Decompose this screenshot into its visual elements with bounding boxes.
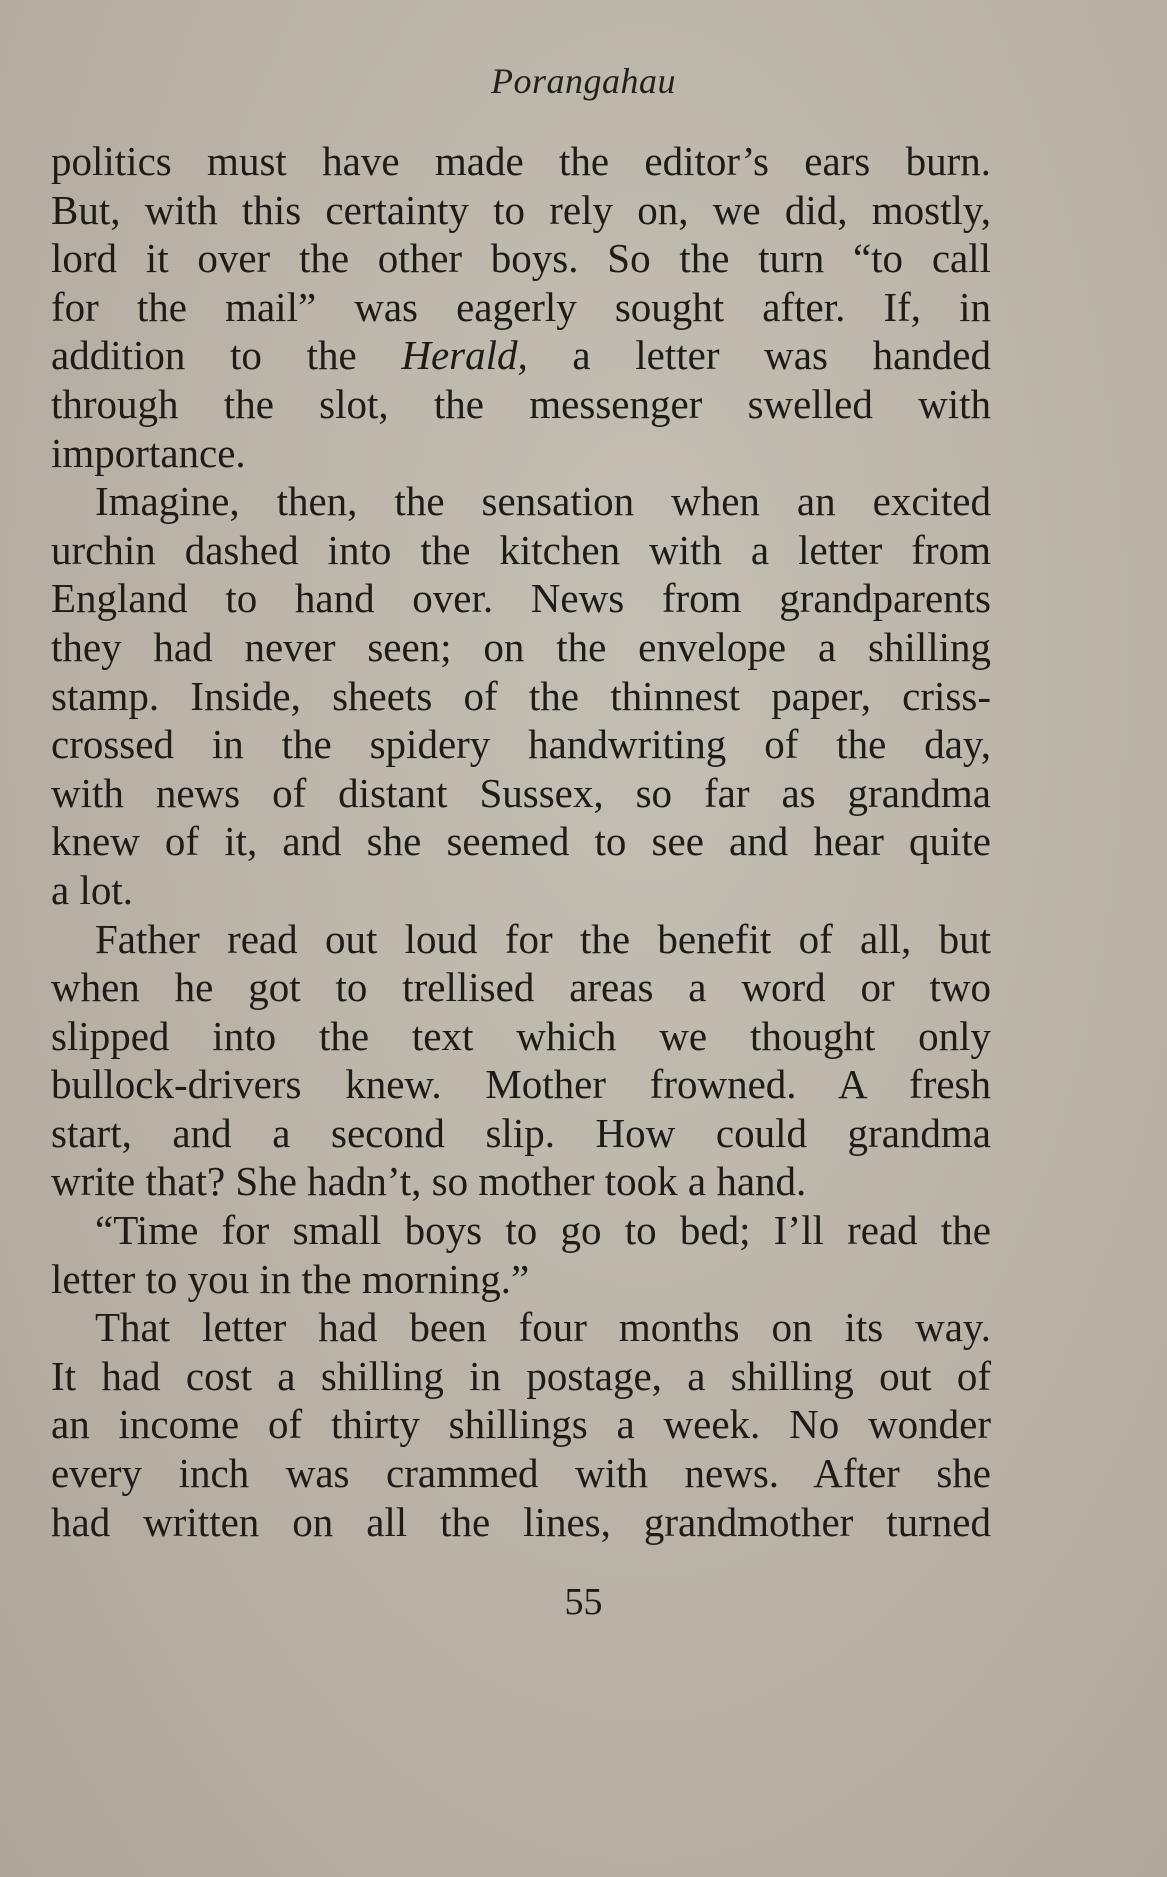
- text-segment: It had cost a shilling in postage, a shilling out of: [51, 1352, 991, 1399]
- text-segment: they had never seen; on the envelope a shilling: [51, 623, 991, 670]
- text-line: [51, 380, 991, 429]
- text-segment: for the mail” was eagerly sought after. If, in: [51, 283, 991, 330]
- body-text: [51, 137, 991, 1546]
- text-segment: urchin dashed into the kitchen with a letter from: [51, 526, 991, 573]
- text-line: [51, 817, 991, 866]
- text-line: [51, 1109, 991, 1158]
- text-segment: had written on all the lines, grandmother turned: [51, 1498, 991, 1545]
- page-number: 55: [564, 1581, 603, 1623]
- text-line: [51, 1303, 991, 1352]
- text-line: [51, 477, 991, 526]
- text-segment: crossed in the spidery handwriting of the day,: [51, 721, 991, 768]
- text-segment: slipped into the text which we thought only: [51, 1012, 991, 1059]
- text-segment: politics must have made the editor’s ears burn.: [51, 138, 991, 184]
- text-segment: letter to you in the morning.”: [51, 1255, 530, 1302]
- text-line: [51, 283, 991, 332]
- text-segment: a letter was handed: [527, 332, 992, 379]
- text-segment: every inch was crammed with news. After she: [51, 1450, 991, 1497]
- text-line: [51, 526, 991, 575]
- text-segment: Father read out loud for the benefit of all, but: [95, 915, 991, 962]
- text-segment: importance.: [51, 429, 246, 476]
- text-segment: bullock-drivers knew. Mother frowned. A fresh: [51, 1061, 991, 1108]
- text-line: [51, 963, 991, 1012]
- text-line: [51, 574, 991, 623]
- text-segment: addition to the: [51, 332, 402, 379]
- text-segment: when he got to trellised areas a word or two: [51, 964, 991, 1011]
- text-segment: start, and a second slip. How could grandma: [51, 1109, 991, 1156]
- running-head: Porangahau: [491, 61, 676, 101]
- text-segment: through the slot, the messenger swelled with: [51, 380, 991, 427]
- text-line: [51, 866, 991, 915]
- text-line: [51, 1060, 991, 1109]
- text-line: [51, 1449, 991, 1498]
- text-line: [51, 623, 991, 672]
- text-segment: knew of it, and she seemed to see and hear quite: [51, 818, 991, 865]
- text-line: [51, 1206, 991, 1255]
- text-segment: stamp. Inside, sheets of the thinnest paper, criss-: [51, 672, 991, 719]
- text-line: [51, 1352, 991, 1401]
- text-line: [51, 1157, 991, 1206]
- text-segment: But, with this certainty to rely on, we did, mostly,: [51, 186, 991, 233]
- text-segment: lord it over the other boys. So the turn “to call: [51, 235, 991, 282]
- text-line: [51, 137, 991, 186]
- text-line: [51, 672, 991, 721]
- text-segment: a lot.: [51, 866, 133, 913]
- text-line: [51, 1400, 991, 1449]
- text-line: [51, 720, 991, 769]
- text-line: [51, 769, 991, 818]
- text-line: [51, 234, 991, 283]
- text-line: [51, 331, 991, 380]
- text-segment: That letter had been four months on its way.: [95, 1304, 991, 1351]
- text-segment: with news of distant Sussex, so far as grandma: [51, 769, 991, 816]
- text-line: [51, 915, 991, 964]
- text-segment: an income of thirty shillings a week. No wonder: [51, 1401, 991, 1448]
- text-line: [51, 1255, 991, 1304]
- text-segment: England to hand over. News from grandparents: [51, 575, 991, 622]
- text-line: [51, 1012, 991, 1061]
- text-segment: Imagine, then, the sensation when an excited: [95, 478, 991, 525]
- text-segment: write that? She hadn’t, so mother took a hand.: [51, 1158, 807, 1205]
- italic-title: Herald,: [401, 332, 528, 379]
- text-segment: “Time for small boys to go to bed; I’ll read the: [95, 1207, 991, 1254]
- text-line: [51, 429, 991, 478]
- text-line: [51, 1498, 991, 1547]
- text-line: [51, 186, 991, 235]
